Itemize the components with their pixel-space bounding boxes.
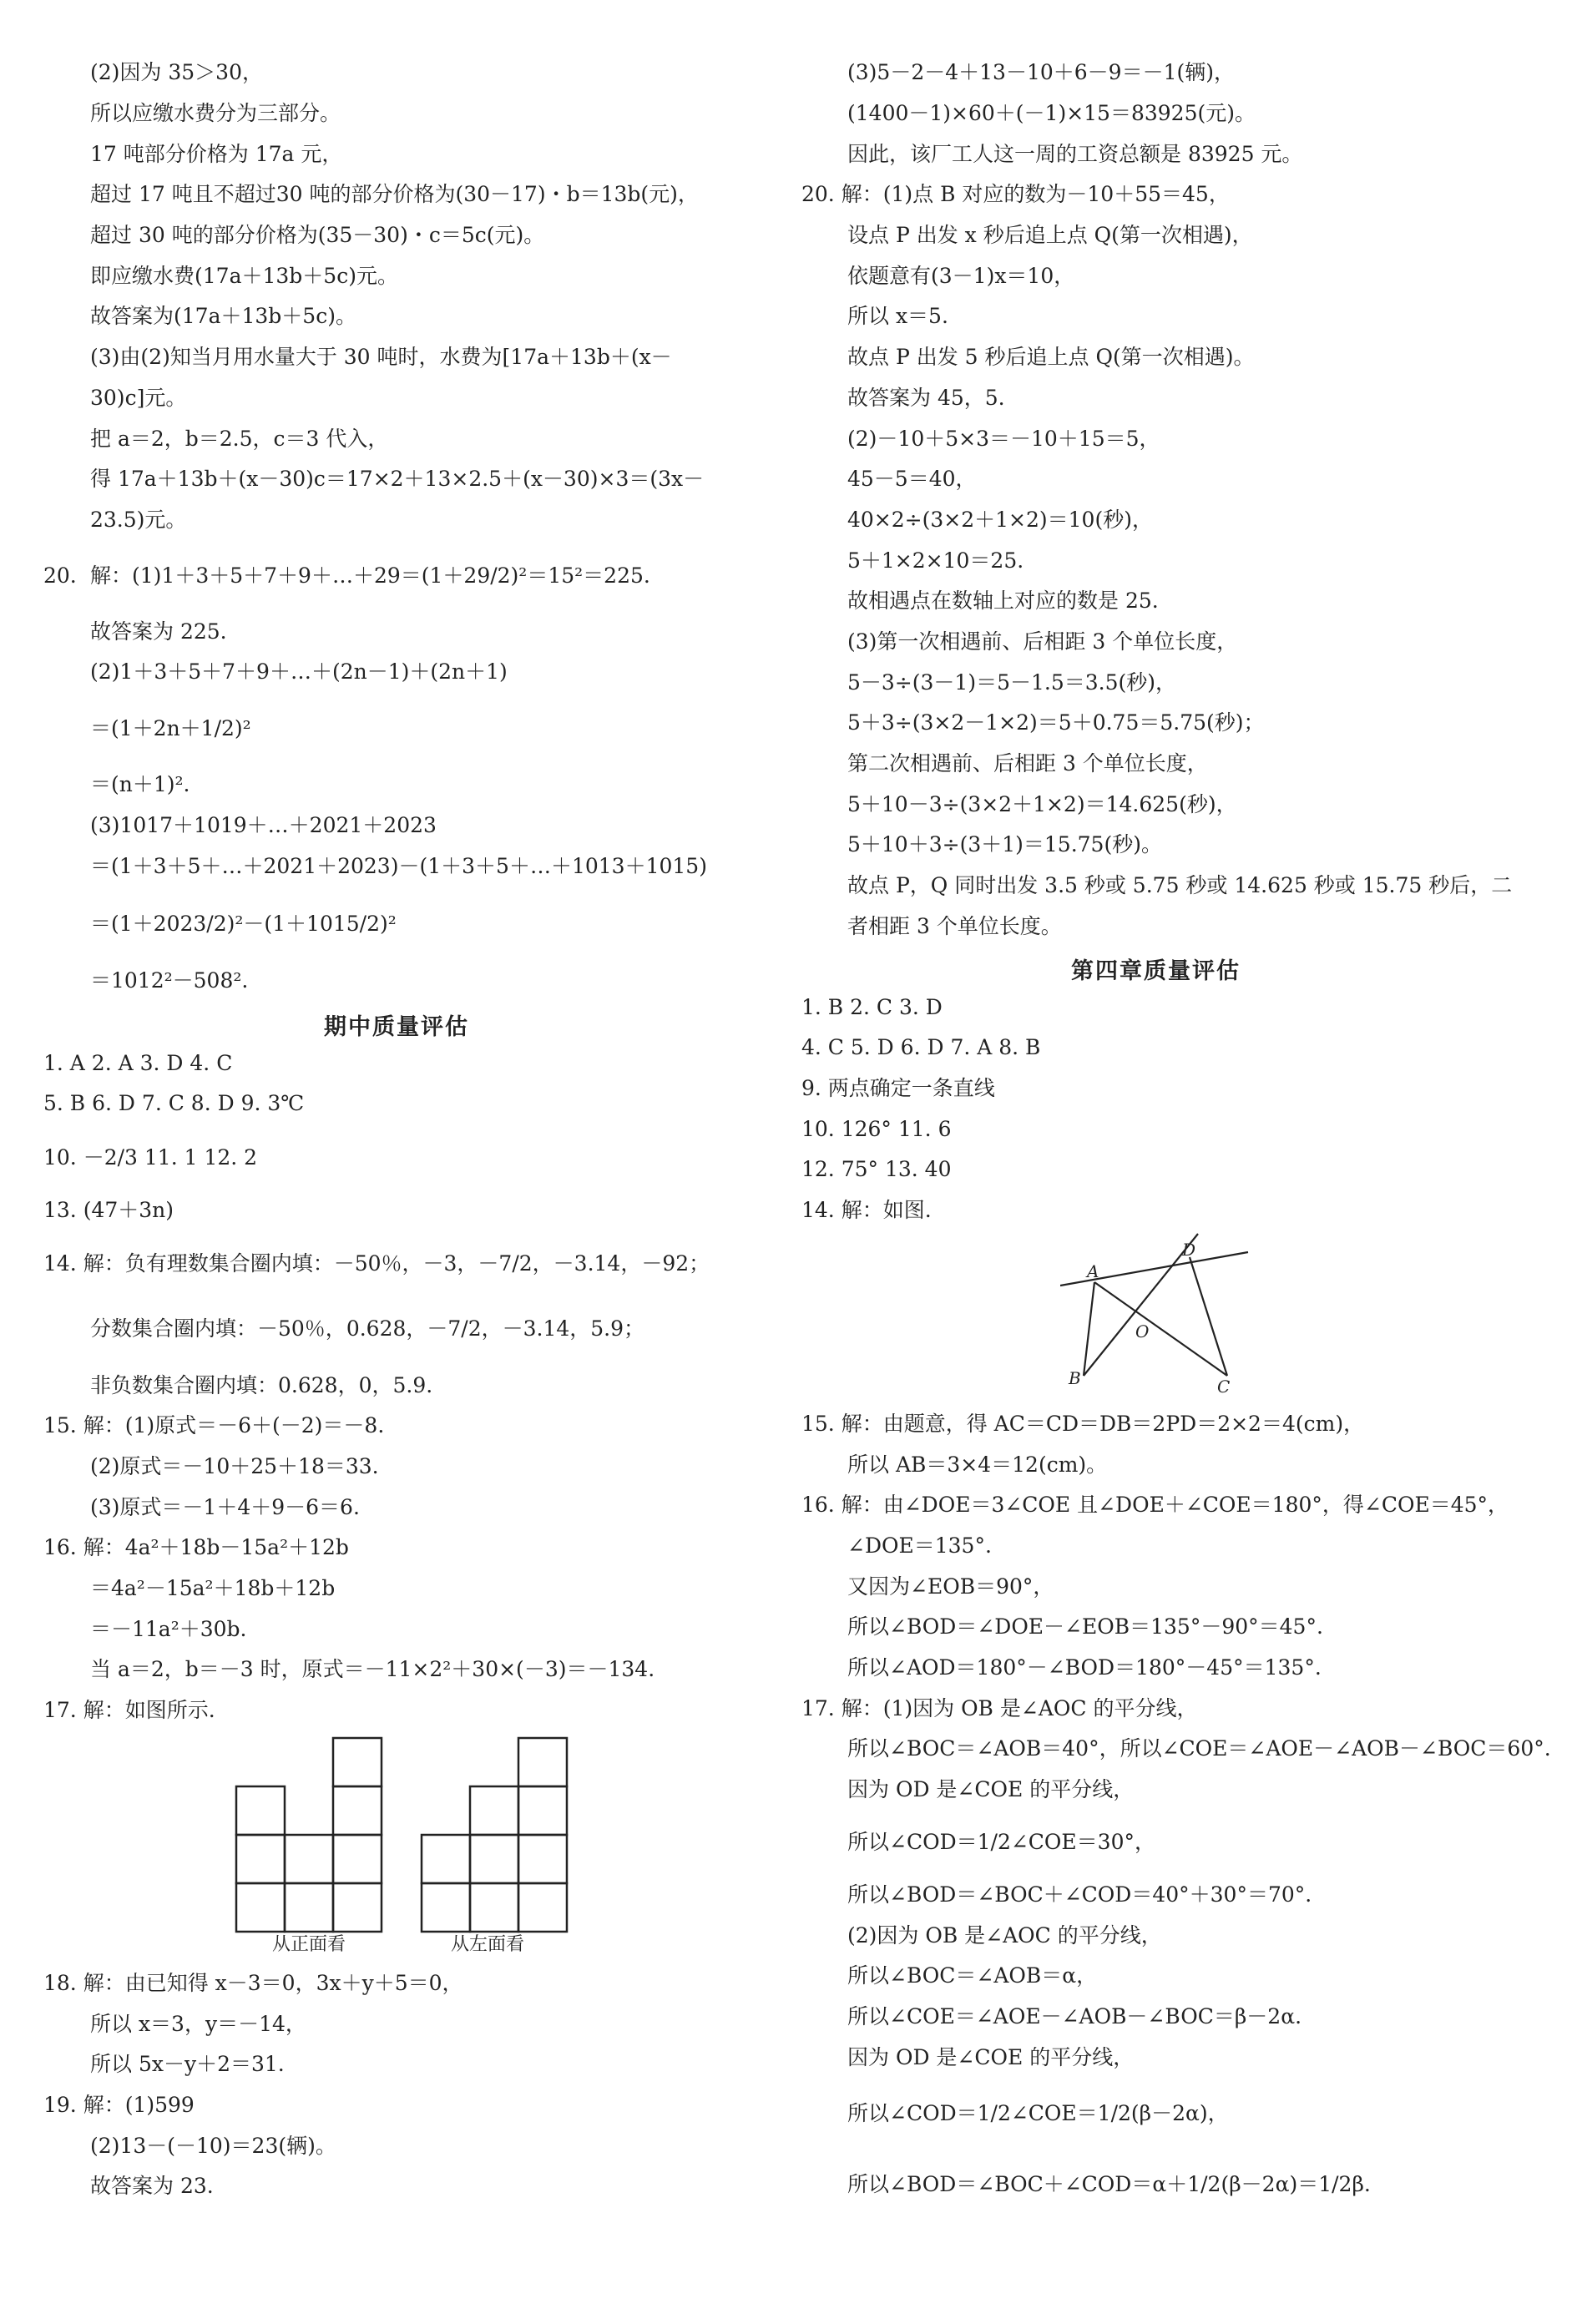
text-line: 即应缴水费(17a＋13b＋5c)元。 [90, 264, 398, 288]
text-line: 超过 17 吨且不超过30 吨的部分价格为(30－17)・b＝13b(元)， [90, 182, 699, 206]
answer-line: 10. －2/3 11. 1 12. 2 [43, 1145, 258, 1170]
answer-line: 分数集合圈内填：－50％，0.628，－7/2，－3.14，5.9； [90, 1316, 645, 1341]
text-line: 45－5＝40， [847, 467, 977, 491]
text-line: (3)由(2)知当月用水量大于 30 吨时，水费为[17a＋13b＋(x－ [90, 345, 672, 369]
answer-line: 所以∠BOD＝∠DOE－∠EOB＝135°－90°＝45°. [847, 1614, 1323, 1639]
text-line: 所以应缴水费分为三部分。 [90, 101, 341, 125]
answer-line: 所以∠BOC＝∠AOB＝α， [847, 1963, 1098, 1988]
answer-line: 所以∠BOD＝∠BOC＋∠COD＝α＋1/2(β－2α)＝1/2β. [847, 2172, 1371, 2196]
answer-line: ∠DOE＝135°. [847, 1533, 992, 1558]
segment-ac [1094, 1282, 1227, 1376]
text-line: 故点 P，Q 同时出发 3.5 秒或 5.75 秒或 14.625 秒或 15.75 秒后，二 [847, 873, 1513, 897]
text-line: ＝(1＋2n＋1/2)² [90, 716, 251, 740]
answer-line: 13. (47＋3n) [43, 1198, 174, 1222]
label-b: B [1069, 1368, 1081, 1388]
text-line: 超过 30 吨的部分价格为(35－30)・c＝5c(元)。 [90, 223, 545, 247]
segment-ab [1084, 1282, 1094, 1376]
text-line: 所以 x＝5. [847, 304, 948, 328]
text-line: 把 a＝2，b＝2.5，c＝3 代入， [90, 427, 389, 451]
answer-line: 因为 OD 是∠COE 的平分线， [847, 1777, 1135, 1801]
text-line: 解：(1)1＋3＋5＋7＋9＋…＋29＝(1＋29/2)²＝15²＝225. [90, 563, 650, 588]
text-line: (3)5－2－4＋13－10＋6－9＝－1(辆)， [847, 60, 1235, 84]
answer-line: 所以∠BOC＝∠AOB＝40°，所以∠COE＝∠AOE－∠AOB－∠BOC＝60°. [847, 1736, 1551, 1761]
text-line: 17 吨部分价格为 17a 元， [90, 142, 343, 166]
text-line: (3)1017＋1019＋…＋2021＋2023 [90, 813, 437, 837]
text-line: 5＋10＋3÷(3＋1)＝15.75(秒)。 [847, 832, 1162, 856]
segment-dc [1190, 1257, 1227, 1376]
answer-line: 又因为∠EOB＝90°， [847, 1574, 1054, 1599]
text-line: 第二次相遇前、后相距 3 个单位长度， [847, 751, 1208, 776]
text-line: ＝1012²－508². [90, 968, 249, 993]
text-line: 30)c]元。 [90, 386, 187, 410]
answer-line: 19. 解：(1)599 [43, 2093, 195, 2117]
answer-line: 16. 解：由∠DOE＝3∠COE 且∠DOE＋∠COE＝180°，得∠COE＝45°， [801, 1493, 1509, 1517]
answer-line: 所以∠COE＝∠AOE－∠AOB－∠BOC＝β－2α. [847, 2004, 1302, 2028]
text-line: 故答案为(17a＋13b＋5c)。 [90, 304, 356, 328]
answer-line: 9. 两点确定一条直线 [801, 1076, 995, 1100]
text-line: 40×2÷(3×2＋1×2)＝10(秒)， [847, 508, 1153, 532]
answer-line: 12. 75° 13. 40 [801, 1157, 952, 1181]
text-line: 故答案为 225. [90, 619, 227, 644]
label-c: C [1217, 1377, 1231, 1394]
segment-bd [1084, 1234, 1198, 1376]
answer-line: (3)原式＝－1＋4＋9－6＝6. [90, 1495, 360, 1519]
text-line: (2)1＋3＋5＋7＋9＋…＋(2n－1)＋(2n＋1) [90, 659, 508, 684]
question-number: 20. [43, 563, 77, 588]
text-line: 5＋1×2×10＝25. [847, 548, 1024, 573]
text-line: (3)第一次相遇前、后相距 3 个单位长度， [847, 629, 1238, 654]
answer-line: 5. B 6. D 7. C 8. D 9. 3℃ [43, 1091, 305, 1115]
text-line: 5－3÷(3－1)＝5－1.5＝3.5(秒)， [847, 670, 1177, 695]
text-line: 设点 P 出发 x 秒后追上点 Q(第一次相遇)， [847, 223, 1253, 247]
text-line: 23.5)元。 [90, 508, 187, 532]
answer-line: ＝－11a²＋30b. [90, 1617, 247, 1641]
text-line: ＝(1＋3＋5＋…＋2021＋2023)－(1＋3＋5＋…＋1013＋1015) [90, 854, 707, 878]
answer-line: (2)13－(－10)＝23(辆)。 [90, 2134, 336, 2158]
answer-line: 16. 解：4a²＋18b－15a²＋12b [43, 1535, 349, 1559]
answer-line: 所以 5x－y＋2＝31. [90, 2052, 285, 2076]
text-line: ＝(n＋1)². [90, 772, 190, 796]
text-line: 因此，该厂工人这一周的工资总额是 83925 元。 [847, 142, 1303, 166]
answer-line: 1. B 2. C 3. D [801, 995, 943, 1019]
text-line: 得 17a＋13b＋(x－30)c＝17×2＋13×2.5＋(x－30)×3＝(3x－ [90, 467, 705, 491]
answer-line: 4. C 5. D 6. D 7. A 8. B [801, 1035, 1041, 1059]
text-line: 5＋10－3÷(3×2＋1×2)＝14.625(秒)， [847, 792, 1237, 816]
answer-line: 1. A 2. A 3. D 4. C [43, 1051, 233, 1075]
front-view-caption: 从正面看 [272, 1934, 346, 1955]
answer-line: 因为 OD 是∠COE 的平分线， [847, 2045, 1135, 2069]
answer-line: 14. 解：负有理数集合圈内填：－50％，－3，－7/2，－3.14，－92； [43, 1251, 710, 1276]
text-line: 故点 P 出发 5 秒后追上点 Q(第一次相遇)。 [847, 345, 1255, 369]
text-line: 故答案为 45，5. [847, 386, 1005, 410]
answer-line: 所以∠AOD＝180°－∠BOD＝180°－45°＝135°. [847, 1655, 1322, 1680]
answer-line: 18. 解：由已知得 x－3＝0，3x＋y＋5＝0， [43, 1971, 463, 1995]
answer-line: 15. 解：由题意，得 AC＝CD＝DB＝2PD＝2×2＝4(cm)， [801, 1412, 1365, 1436]
answer-line: 10. 126° 11. 6 [801, 1117, 952, 1141]
text-line: (2)－10＋5×3＝－10＋15＝5， [847, 427, 1160, 451]
answer-line: 所以∠COD＝1/2∠COE＝30°， [847, 1830, 1155, 1854]
answer-line: (2)因为 OB 是∠AOC 的平分线， [847, 1923, 1162, 1948]
answer-line: 所以∠BOD＝∠BOC＋∠COD＝40°＋30°＝70°. [847, 1882, 1312, 1907]
front-view [236, 1738, 382, 1932]
answer-line: ＝4a²－15a²＋18b＋12b [90, 1576, 336, 1600]
answer-line: 14. 解：如图. [801, 1198, 932, 1222]
text-line: 5＋3÷(3×2－1×2)＝5＋0.75＝5.75(秒)； [847, 710, 1265, 735]
text-line: (2)因为 35＞30， [90, 60, 263, 84]
label-a: A [1087, 1261, 1099, 1281]
text-line: 依题意有(3－1)x＝10， [847, 264, 1075, 288]
answer-line: 所以 x＝3，y＝－14， [90, 2012, 306, 2036]
text-line: 故相遇点在数轴上对应的数是 25. [847, 589, 1159, 613]
answer-line: 所以 AB＝3×4＝12(cm)。 [847, 1452, 1108, 1477]
answer-line: 非负数集合圈内填：0.628，0，5.9. [90, 1373, 433, 1397]
answer-line: 当 a＝2，b＝－3 时，原式＝－11×2²＋30×(－3)＝－134. [90, 1657, 655, 1681]
text-line: (1400－1)×60＋(－1)×15＝83925(元)。 [847, 101, 1256, 125]
left-view [422, 1738, 567, 1932]
section-title-chapter4: 第四章质量评估 [1071, 958, 1241, 984]
section-title-midterm: 期中质量评估 [324, 1014, 469, 1040]
answer-line: 所以∠COD＝1/2∠COE＝1/2(β－2α)， [847, 2101, 1229, 2125]
answer-line: 17. 解：如图所示. [43, 1698, 215, 1722]
geometry-figure [1060, 1227, 1261, 1394]
answer-line: (2)原式＝－10＋25＋18＝33. [90, 1454, 379, 1478]
label-o: O [1135, 1321, 1150, 1341]
text-line: 20. 解：(1)点 B 对应的数为－10＋55＝45， [801, 182, 1230, 206]
answer-line: 15. 解：(1)原式＝－6＋(－2)＝－8. [43, 1413, 385, 1437]
text-line: 者相距 3 个单位长度。 [847, 914, 1062, 938]
left-view-caption: 从左面看 [451, 1934, 525, 1955]
answer-line: 17. 解：(1)因为 OB 是∠AOC 的平分线， [801, 1696, 1198, 1720]
label-d: D [1182, 1240, 1196, 1260]
text-line: ＝(1＋2023/2)²－(1＋1015/2)² [90, 912, 397, 936]
answer-line: 故答案为 23. [90, 2174, 214, 2198]
